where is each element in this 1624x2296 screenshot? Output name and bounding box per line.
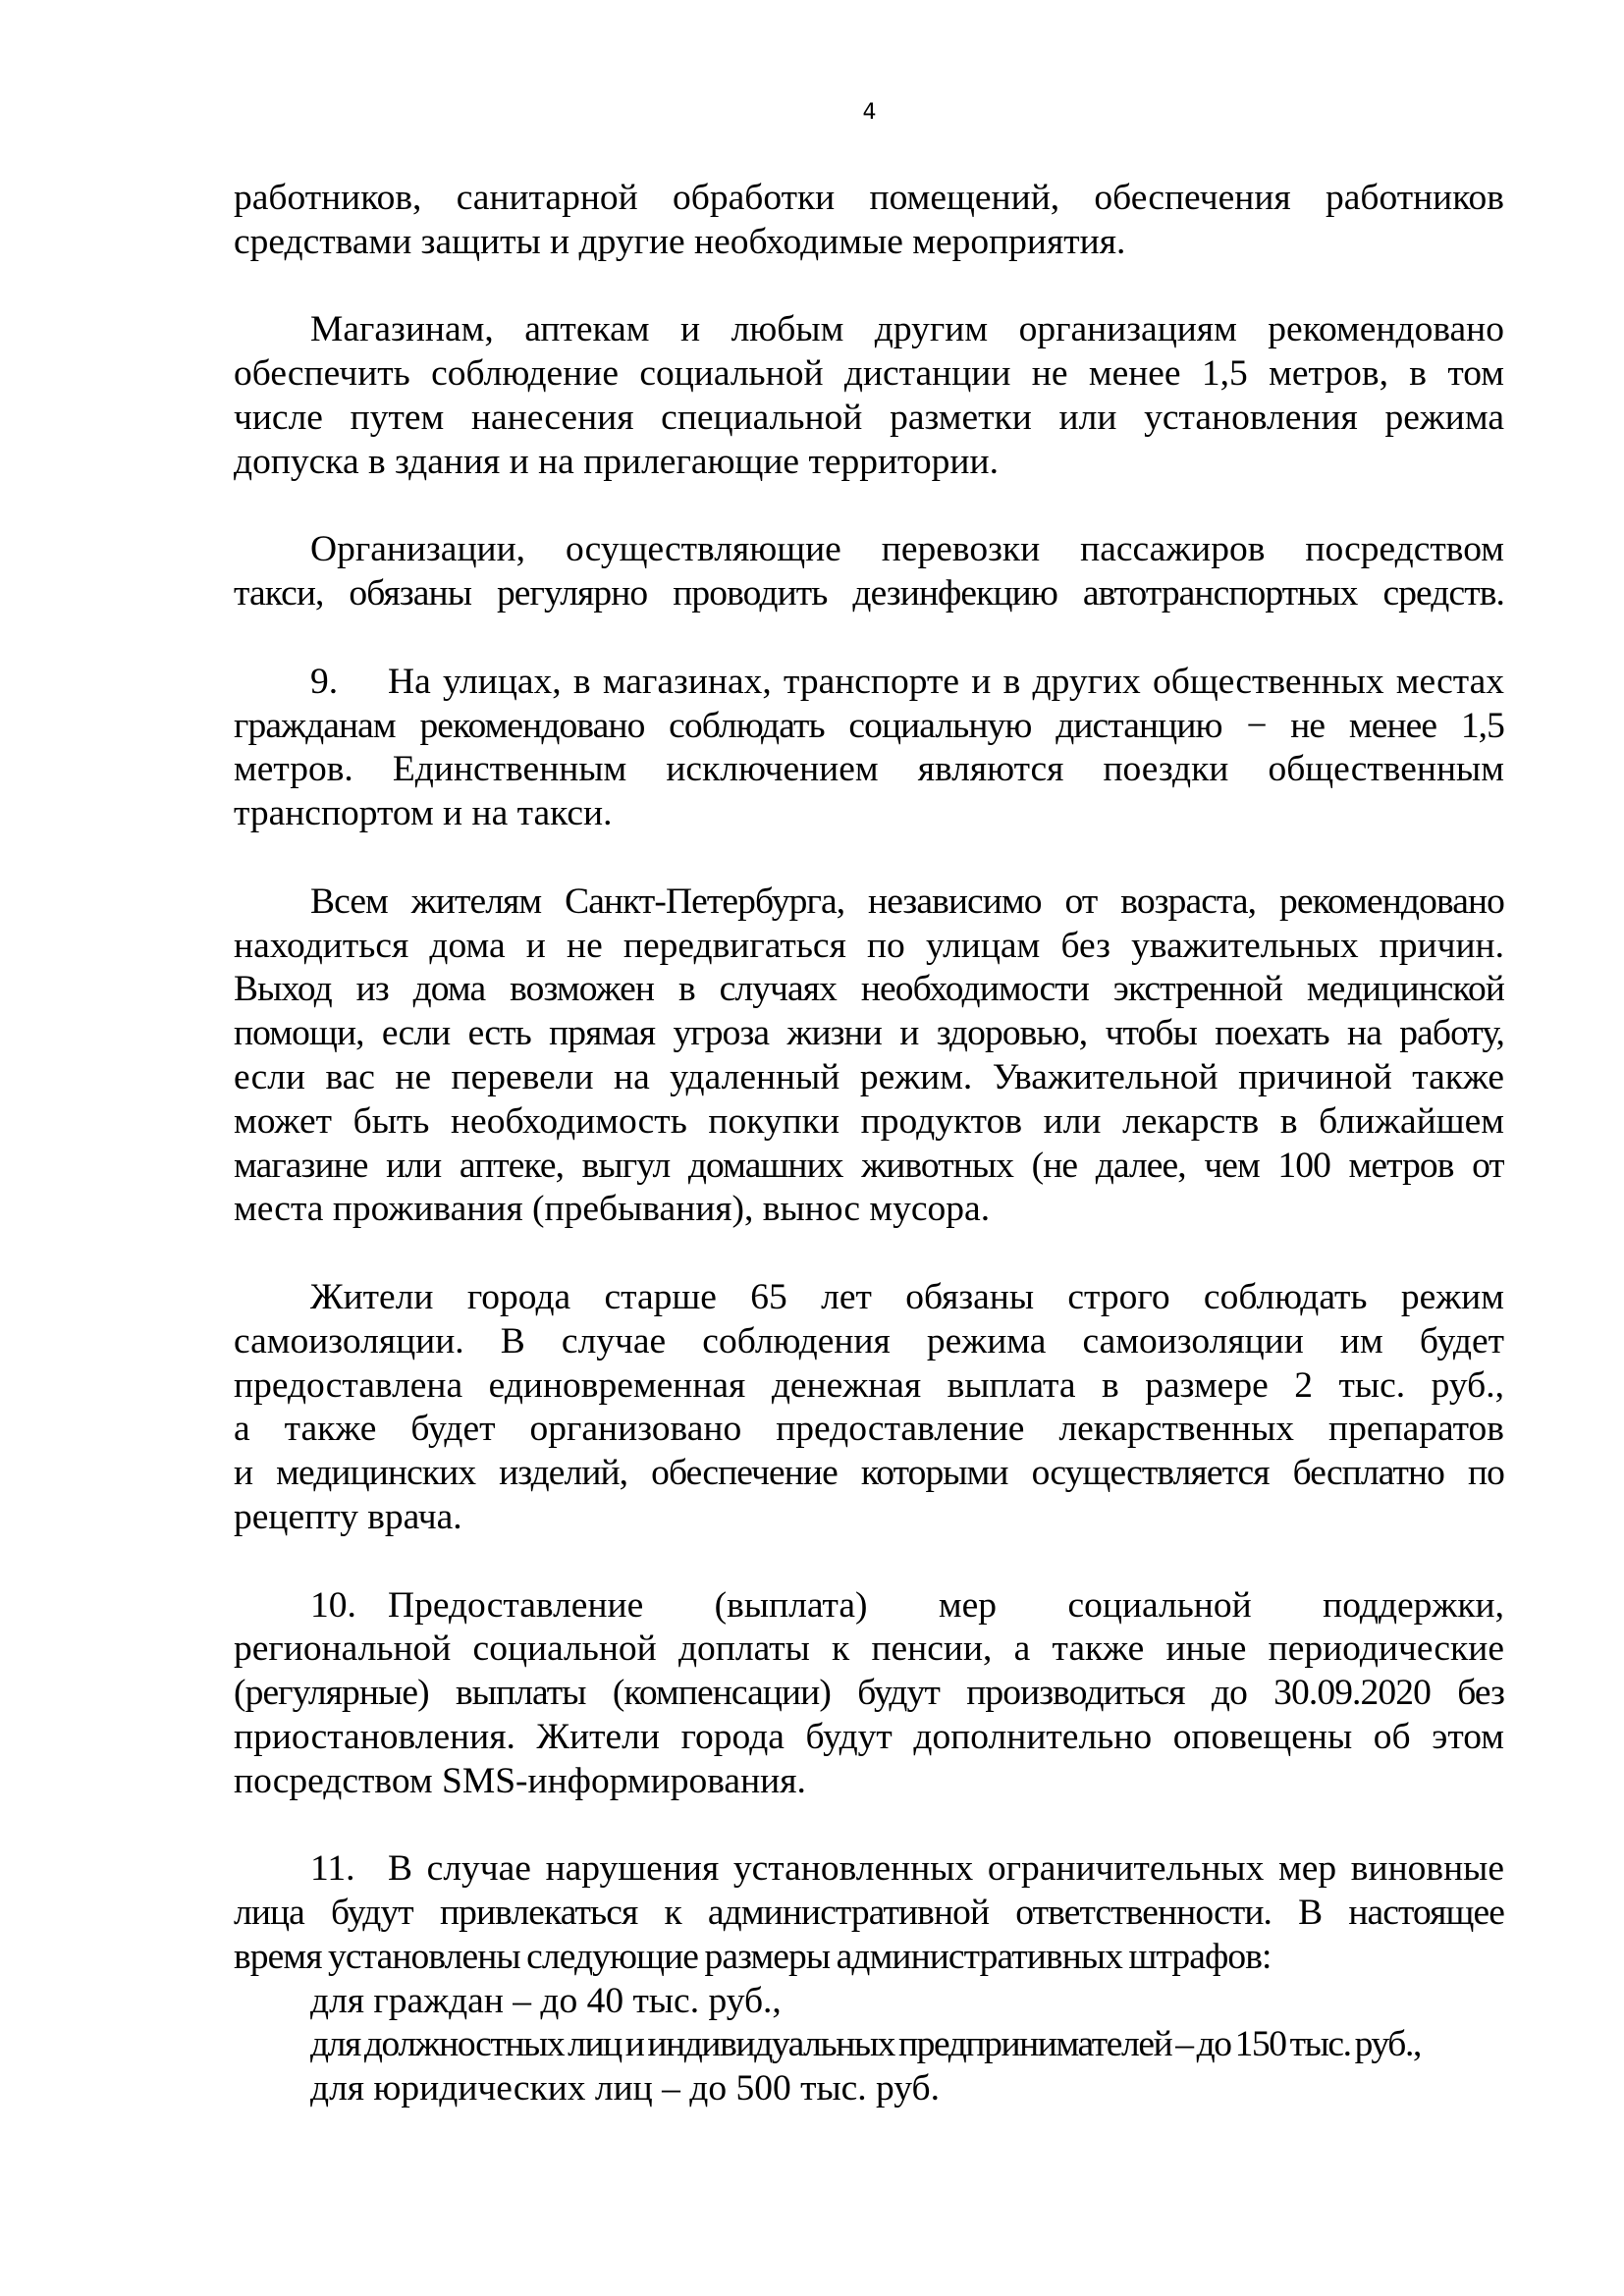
paragraph-taxi-disinfection <box>234 528 1504 616</box>
text-line: приостановления. Жители города будут дополнительно оповещены об этом <box>234 1716 1504 1757</box>
item-10-social-payments <box>234 1584 1504 1804</box>
text-line: работников, санитарной обработки помещений, обеспечения работников <box>234 178 1504 218</box>
text-line: средствами защиты и другие необходимые мероприятия. <box>234 221 1126 262</box>
item-number: 10. <box>310 1584 356 1626</box>
text-line: места проживания (пребывания), вынос мусора. <box>234 1189 991 1230</box>
text-line: помощи, если есть прямая угроза жизни и здоровью, чтобы поехать на работу, <box>234 1013 1504 1054</box>
text-line: обеспечить соблюдение социальной дистанции не менее 1,5 метров, в том <box>234 353 1504 395</box>
text-line: посредством SMS-информирования. <box>234 1760 806 1801</box>
text-line: Выход из дома возможен в случаях необходимости экстренной медицинской <box>234 969 1504 1010</box>
item-number: 11. <box>310 1848 355 1890</box>
text-line: допуска в здания и на прилегающие территории. <box>234 441 999 482</box>
text-line: Жители города старше 65 лет обязаны строго соблюдать режим <box>310 1276 1504 1317</box>
document-body <box>234 177 1504 2156</box>
paragraph-stay-home <box>234 881 1504 1232</box>
text-line: (регулярные) выплаты (компенсации) будут производиться до 30.09.2020 без <box>234 1673 1504 1714</box>
paragraph-seniors-self-isolation <box>234 1276 1504 1540</box>
text-line: гражданам рекомендовано соблюдать социальную дистанцию − не менее 1,5 <box>234 705 1504 746</box>
text-line: время установлены следующие размеры административных штрафов: <box>234 1936 1272 1977</box>
text-line: Организации, осуществляющие перевозки пассажиров посредством <box>310 529 1504 570</box>
text-line: и медицинских изделий, обеспечение которыми осуществляется бесплатно по <box>234 1453 1504 1494</box>
text-line: самоизоляции. В случае соблюдения режима самоизоляции им будет <box>234 1320 1504 1362</box>
numbered-line <box>234 1847 1504 1892</box>
page-number: 4 <box>862 100 877 125</box>
text-line: магазине или аптеке, выгул домашних животных (не далее, чем 100 метров от <box>234 1145 1504 1186</box>
text-line: если вас не перевели на удаленный режим. Уважительной причиной также <box>234 1056 1504 1097</box>
text-line: Предоставление (выплата) мер социальной поддержки, <box>388 1584 1504 1626</box>
fine-citizens: для граждан – до 40 тыс. руб., <box>310 1980 782 2021</box>
paragraph-worker-protection <box>234 177 1504 265</box>
text-line: региональной социальной доплаты к пенсии, а также иные периодические <box>234 1629 1504 1670</box>
text-line: лица будут привлекаться к административной ответственности. В настоящее <box>234 1893 1504 1934</box>
text-line: а также будет организовано предоставление лекарственных препаратов <box>234 1409 1504 1450</box>
text-line: метров. Единственным исключением являются поездки общественным <box>234 749 1504 790</box>
numbered-line <box>234 661 1504 705</box>
item-9-social-distance <box>234 661 1504 836</box>
text-line: Всем жителям Санкт-Петербурга, независимо от возраста, рекомендовано <box>310 881 1504 922</box>
fine-officials: для должностных лиц и индивидуальных предпринимателей – до 150 тыс. руб., <box>310 2024 1421 2065</box>
text-line: числе путем нанесения специальной разметки или установления режима <box>234 397 1504 438</box>
text-line: На улицах, в магазинах, транспорте и в других общественных местах <box>388 661 1504 702</box>
numbered-line <box>234 1584 1504 1629</box>
paragraph-shops-distance <box>234 308 1504 484</box>
text-line: может быть необходимость покупки продуктов или лекарств в ближайшем <box>234 1100 1504 1142</box>
fine-legal-entities: для юридических лиц – до 500 тыс. руб. <box>310 2068 941 2109</box>
text-line: Магазинам, аптекам и любым другим организациям рекомендовано <box>310 309 1504 350</box>
text-line: В случае нарушения установленных ограничительных мер виновные <box>388 1848 1504 1890</box>
text-line: такси, обязаны регулярно проводить дезинфекцию автотранспортных средств. <box>234 573 1504 614</box>
item-11-fines <box>234 1847 1504 2111</box>
text-line: предоставлена единовременная денежная выплата в размере 2 тыс. руб., <box>234 1364 1504 1406</box>
item-number: 9. <box>310 661 339 702</box>
text-line: рецепту врача. <box>234 1496 462 1537</box>
text-line: находиться дома и не передвигаться по улицам без уважительных причин. <box>234 925 1504 966</box>
text-line: транспортом и на такси. <box>234 793 613 834</box>
